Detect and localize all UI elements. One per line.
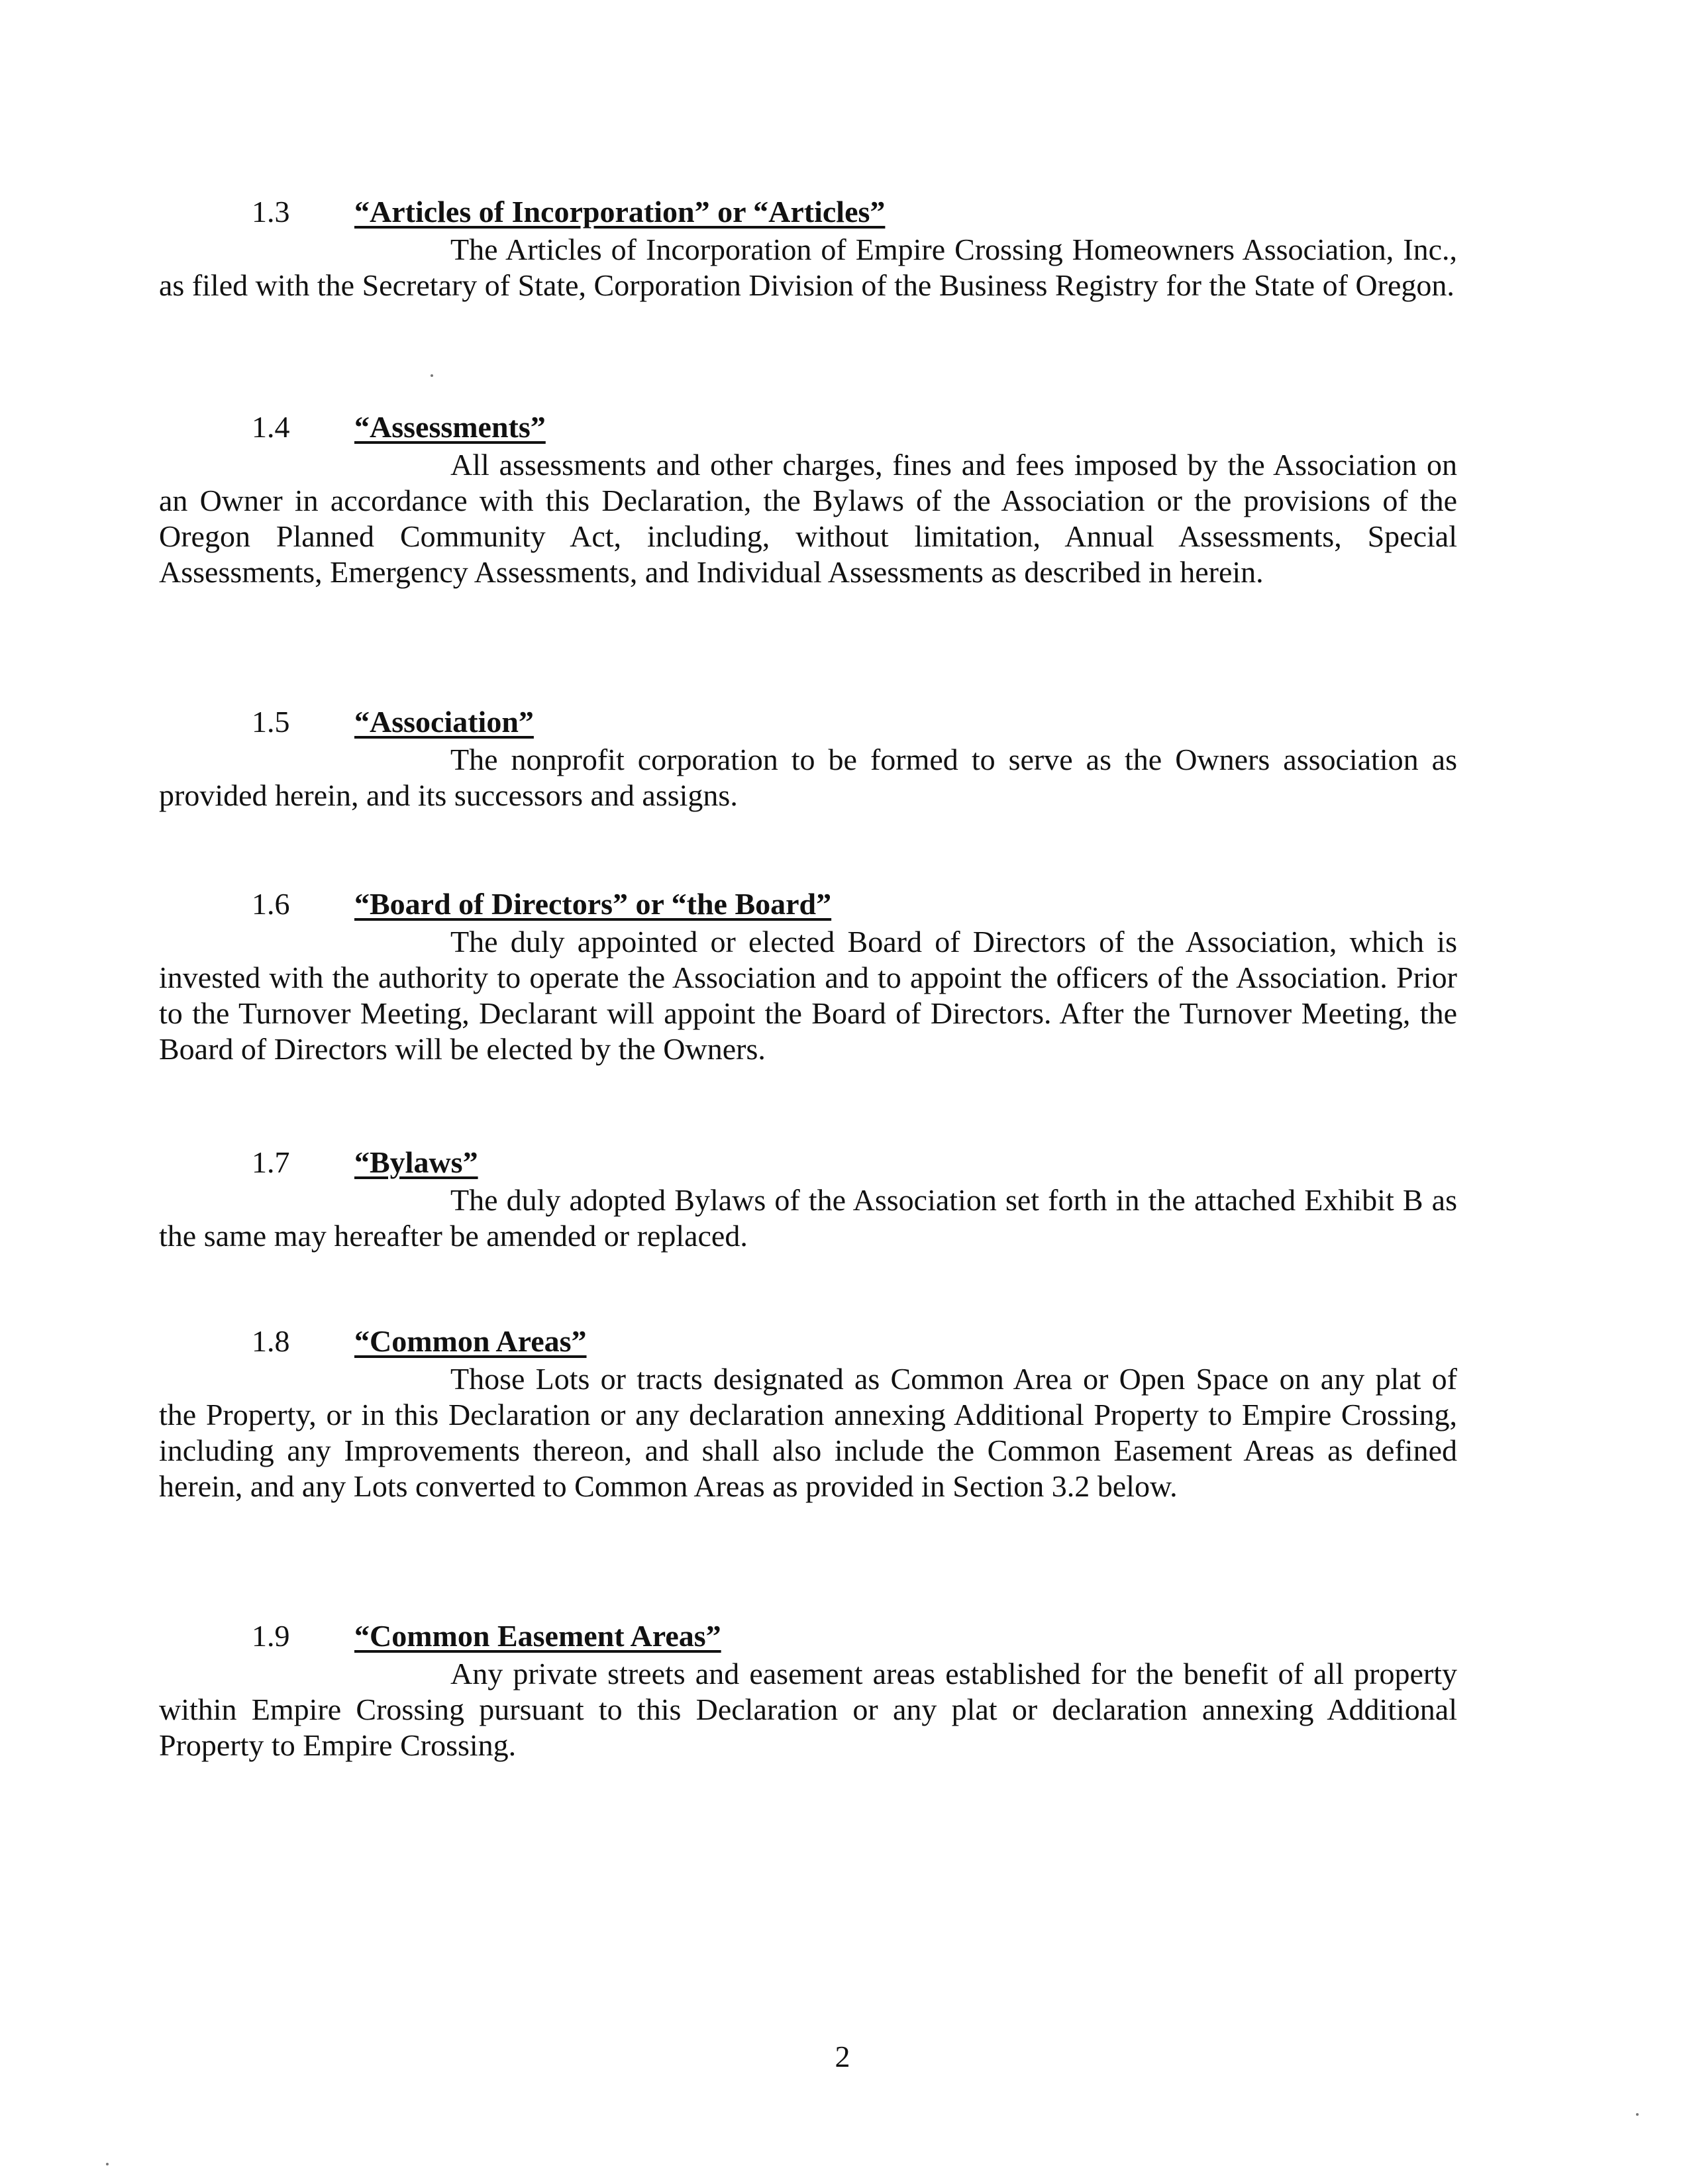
scan-speck <box>431 374 433 377</box>
section-1-5 <box>159 702 1457 813</box>
section-heading <box>159 407 1457 447</box>
section-text: The duly adopted Bylaws of the Association set forth in the attached Exhibit B as the same may hereafter be amended or replaced. <box>159 1183 1457 1253</box>
scan-speck <box>1636 2113 1639 2116</box>
section-number: 1.8 <box>252 1324 290 1358</box>
section-title: “Board of Directors” or “the Board” <box>354 887 832 921</box>
section-title: “Common Areas” <box>354 1324 587 1358</box>
section-title: “Assessments” <box>354 410 546 444</box>
scan-speck <box>106 2163 109 2165</box>
section-title: “Association” <box>354 705 534 739</box>
section-heading <box>159 702 1457 742</box>
section-text: The nonprofit corporation to be formed to serve as the Owners association as provided herein, and its successors and assigns. <box>159 743 1457 812</box>
section-heading <box>159 192 1457 232</box>
section-heading <box>159 1143 1457 1182</box>
section-1-3 <box>159 192 1457 303</box>
section-number: 1.5 <box>252 705 290 739</box>
section-heading <box>159 1322 1457 1361</box>
section-text: All assessments and other charges, fines and fees imposed by the Association on an Owner in accordance with this Declaration, the Bylaws of the Association or the provisions of the Oregon Planned Community Act, including, without limitation, Annual Assessments, Special Assessments, Emergency Assessments, and Individual Assessments as described in herein. <box>159 448 1457 589</box>
section-text: Any private streets and easement areas established for the benefit of all property within Empire Crossing pursuant to this Declaration or any plat or declaration annexing Additional Property to Empire Crossing. <box>159 1657 1457 1762</box>
section-number: 1.4 <box>252 410 290 444</box>
section-title: “Common Easement Areas” <box>354 1619 721 1653</box>
section-title: “Articles of Incorporation” or “Articles” <box>354 195 886 229</box>
section-text: The Articles of Incorporation of Empire Crossing Homeowners Association, Inc., as filed with the Secretary of State, Corporation Division of the Business Registry for the State of Oregon. <box>159 233 1457 302</box>
section-title: “Bylaws” <box>354 1145 478 1179</box>
section-number: 1.6 <box>252 887 290 921</box>
section-heading <box>159 884 1457 924</box>
section-text: Those Lots or tracts designated as Common Area or Open Space on any plat of the Property, or in this Declaration or any declaration annexing Additional Property to Empire Crossing, including any Improvements thereon, and shall also include the Common Easement Areas as defined herein, and any Lots converted to Common Areas as provided in Section 3.2 below. <box>159 1362 1457 1503</box>
section-number: 1.3 <box>252 195 290 229</box>
section-1-6 <box>159 884 1457 1067</box>
section-text: The duly appointed or elected Board of Directors of the Association, which is invested with the authority to operate the Association and to appoint the officers of the Association. Prior to the Turnover Meeting, Declarant will appoint the Board of Directors. After the Turnover Meeting, the Board of Directors will be elected by the Owners. <box>159 925 1457 1066</box>
section-1-7 <box>159 1143 1457 1254</box>
section-heading <box>159 1616 1457 1656</box>
section-number: 1.9 <box>252 1619 290 1653</box>
section-number: 1.7 <box>252 1145 290 1179</box>
section-1-9 <box>159 1616 1457 1763</box>
page-number: 2 <box>835 2040 850 2073</box>
section-1-4 <box>159 407 1457 590</box>
section-1-8 <box>159 1322 1457 1504</box>
